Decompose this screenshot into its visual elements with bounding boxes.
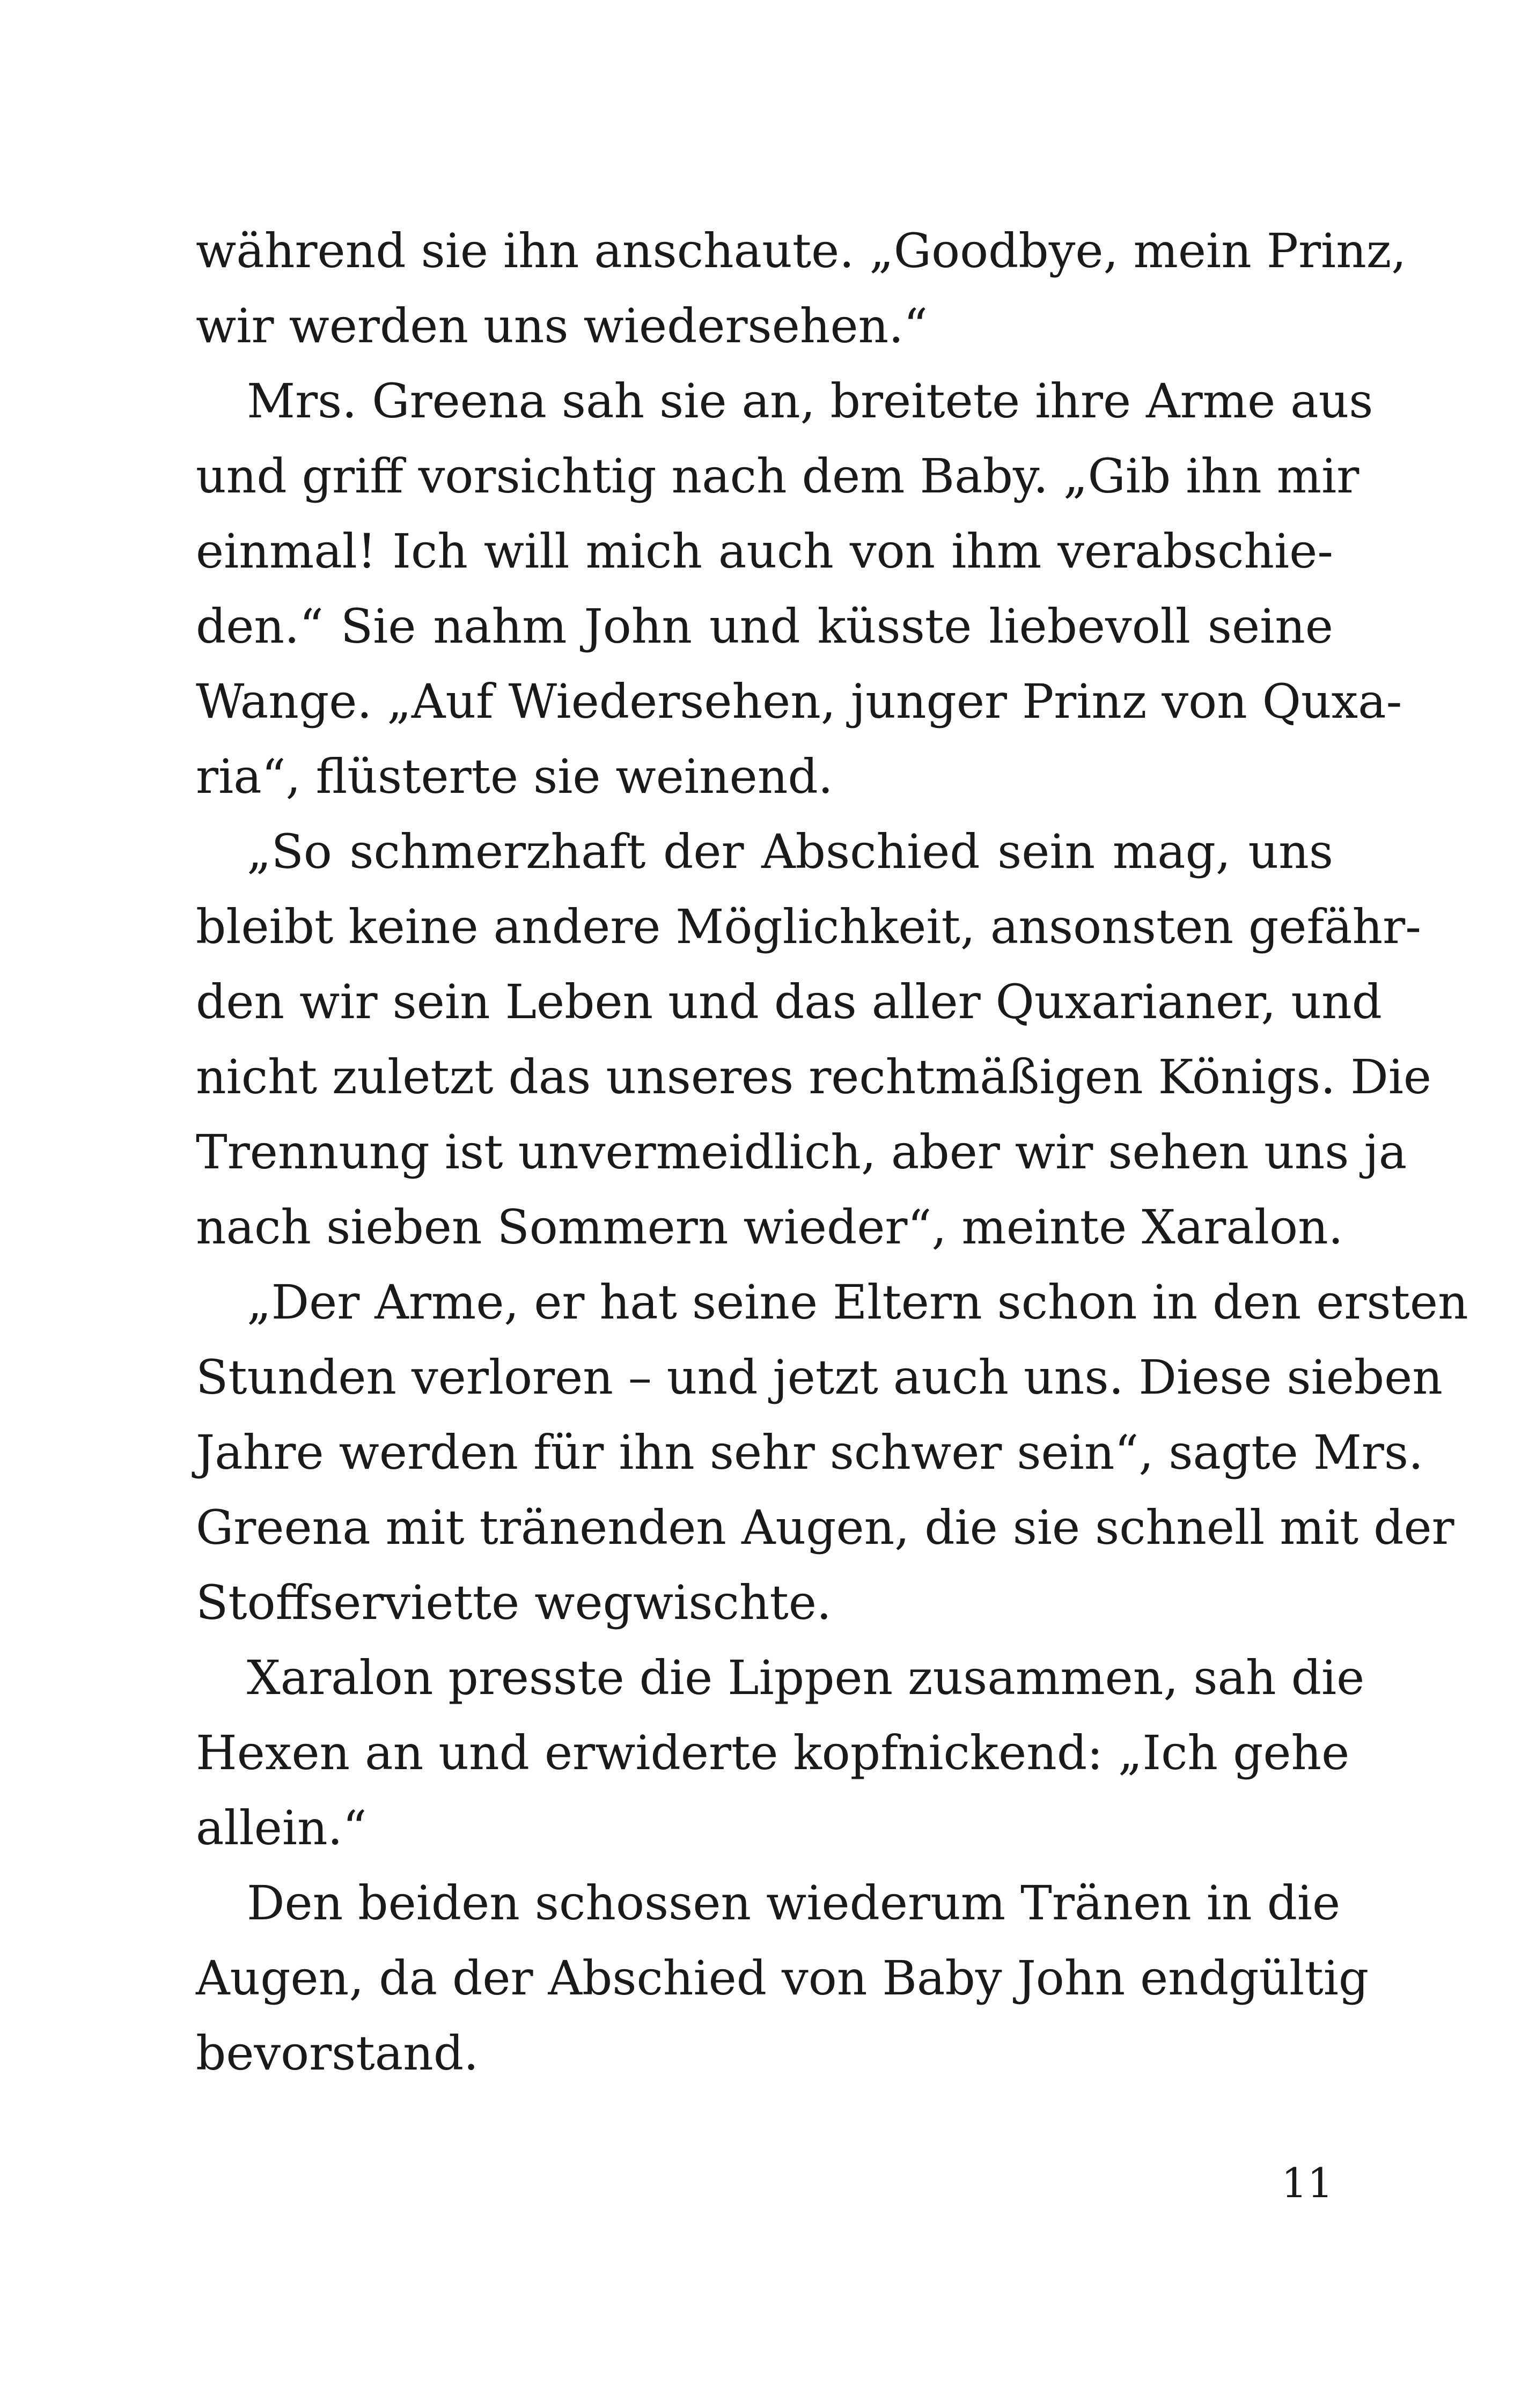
text-line: während sie ihn anschaute. „Goodbye, mein Prinz, [196, 223, 1407, 278]
text-line: Mrs. Greena sah sie an, breitete ihre Arme aus [247, 373, 1373, 429]
text-line: Greena mit tränenden Augen, die sie schnell mit der [196, 1500, 1454, 1555]
text-line: allein.“ [196, 1800, 367, 1855]
text-line: den.“ Sie nahm John und küsste liebevoll seine [196, 599, 1333, 654]
text-line: Wange. „Auf Wiedersehen, junger Prinz von Quxa- [196, 674, 1402, 729]
text-line: einmal! Ich will mich auch von ihm verabschie- [196, 524, 1333, 579]
body-text [196, 213, 1468, 2091]
text-line: nach sieben Sommern wieder“, meinte Xaralon. [196, 1199, 1343, 1255]
page-number: 11 [1281, 2159, 1333, 2207]
text-line: „Der Arme, er hat seine Eltern schon in den ersten [247, 1275, 1468, 1330]
text-line: bleibt keine andere Möglichkeit, ansonsten gefähr- [196, 899, 1421, 954]
text-line: und griff vorsichtig nach dem Baby. „Gib ihn mir [196, 448, 1360, 504]
text-line: den wir sein Leben und das aller Quxarianer, und [196, 974, 1382, 1029]
text-line: wir werden uns wiedersehen.“ [196, 298, 928, 354]
text-line: Augen, da der Abschied von Baby John endgültig [196, 1950, 1369, 2006]
text-line: „So schmerzhaft der Abschied sein mag, uns [247, 824, 1333, 879]
text-line: Stoffserviette wegwischte. [196, 1575, 832, 1630]
text-line: Xaralon presste die Lippen zusammen, sah die [247, 1650, 1365, 1705]
text-line: Stunden verloren – und jetzt auch uns. Diese sieben [196, 1350, 1443, 1405]
text-line: Trennung ist unvermeidlich, aber wir sehen uns ja [196, 1124, 1407, 1180]
text-line: ria“, flüsterte sie weinend. [196, 749, 833, 804]
text-line: nicht zuletzt das unseres rechtmäßigen Königs. Die [196, 1049, 1431, 1104]
text-line: Jahre werden für ihn sehr schwer sein“, sagte Mrs. [196, 1425, 1423, 1480]
text-line: bevorstand. [196, 2026, 479, 2081]
text-line: Hexen an und erwiderte kopfnickend: „Ich gehe [196, 1725, 1350, 1780]
text-line: Den beiden schossen wiederum Tränen in die [247, 1875, 1341, 1931]
